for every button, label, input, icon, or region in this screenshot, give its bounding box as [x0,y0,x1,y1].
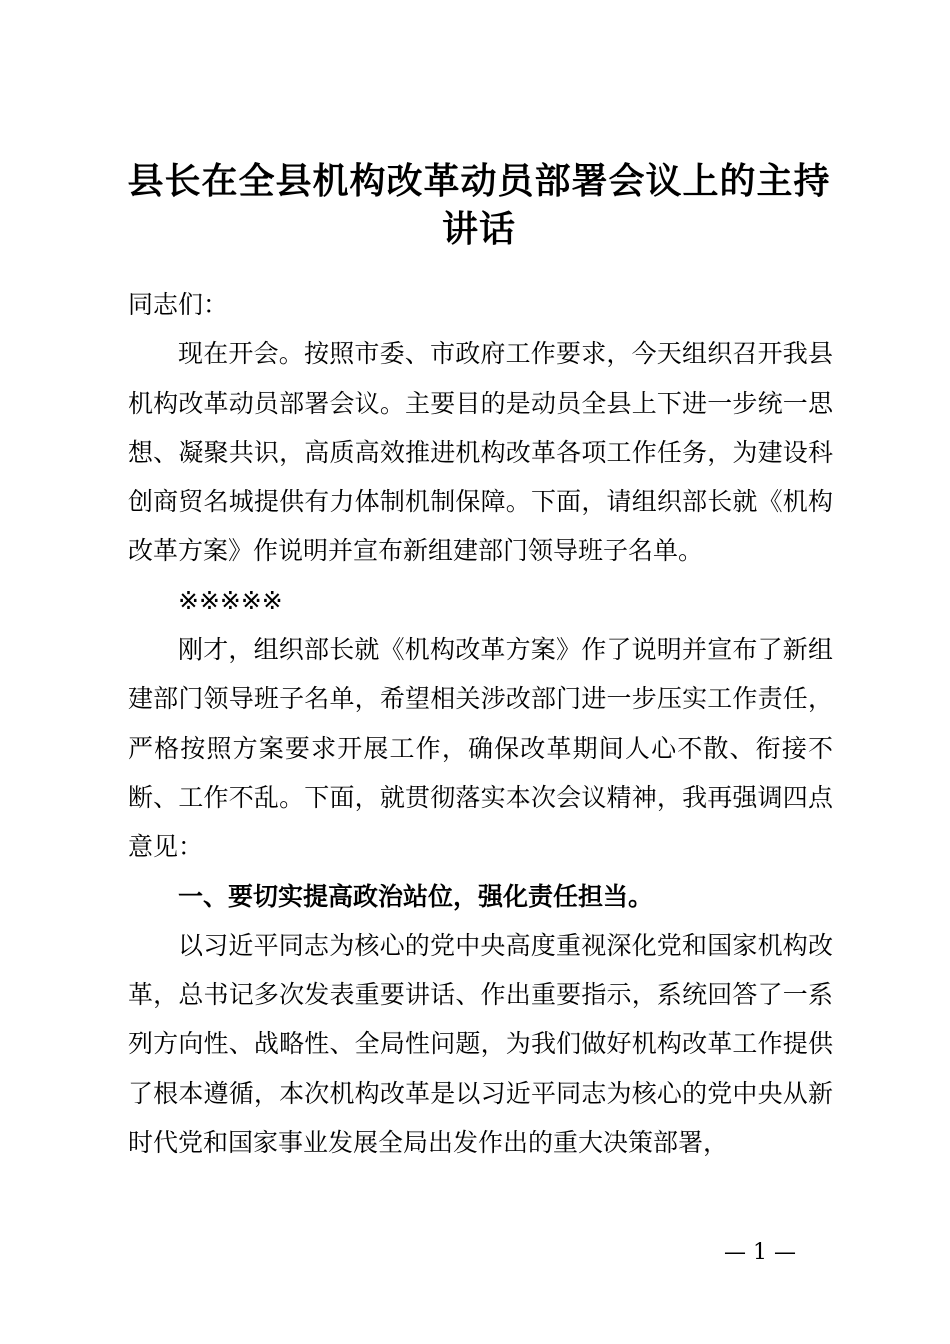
page-number: — 1 — [724,1240,796,1265]
paragraph-opening: 现在开会。按照市委、市政府工作要求，今天组织召开我县机构改革动员部署会议。主要目的是动员全县上下进一步统一思想、凝聚共识，高质高效推进机构改革各项工作任务，为建设科创商贸名城提供有力体制机制保障。下面，请组织部长就《机构改革方案》作说明并宣布新组建部门领导班子名单。 [128,339,833,566]
section-paragraph: 以习近平同志为核心的党中央高度重视深化党和国家机构改革，总书记多次发表重要讲话、作出重要指示，系统回答了一系列方向性、战略性、全局性问题，为我们做好机构改革工作提供了根本遵循，本次机构改革是以习近平同志为核心的党中央从新时代党和国家事业发展全局出发作出的重大决策部署， [128,930,833,1158]
document-body [128,280,833,1167]
section-heading: 一、要切实提高政治站位，强化责任担当。 [178,881,654,911]
separator-marks: ※※※※※ [178,585,283,615]
paragraph-summary: 刚才，组织部长就《机构改革方案》作了说明并宣布了新组建部门领导班子名单，希望相关涉改部门进一步压实工作责任，严格按照方案要求开展工作，确保改革期间人心不散、衔接不断、工作不乱。下面，就贯彻落实本次会议精神，我再强调四点意见： [128,635,833,862]
greeting: 同志们： [128,290,229,319]
document-title: 县长在全县机构改革动员部署会议上的主持讲话 [127,161,831,250]
